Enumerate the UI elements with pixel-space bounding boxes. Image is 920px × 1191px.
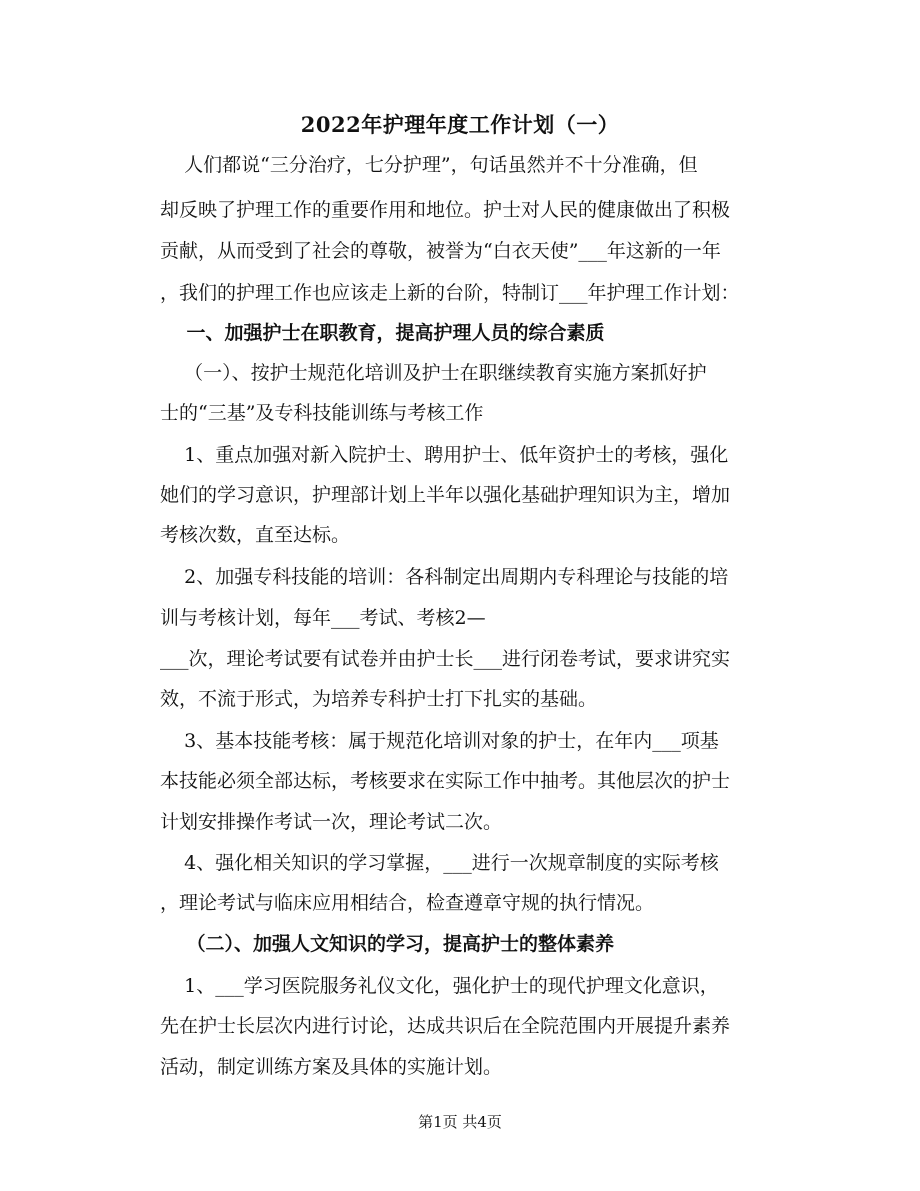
body-line: ___次，理论考试要有试卷并由护士长___进行闭卷考试，要求讲究实 — [160, 648, 731, 670]
body-line: （一）、按护士规范化培训及护士在职继续教育实施方案抓好护 — [160, 362, 707, 384]
body-line: 4、强化相关知识的学习掌握，___进行一次规章制度的实际考核 — [160, 852, 719, 874]
body-line: 2、加强专科技能的培训：各科制定出周期内专科理论与技能的培 — [160, 566, 729, 588]
body-line: 1、重点加强对新入院护士、聘用护士、低年资护士的考核，强化 — [160, 444, 729, 466]
body-line: 本技能必须全部达标，考核要求在实际工作中抽考。其他层次的护士 — [160, 770, 731, 792]
body-line: 效，不流于形式，为培养专科护士打下扎实的基础。 — [160, 688, 598, 710]
body-line: 计划安排操作考试一次，理论考试二次。 — [160, 811, 503, 833]
body-line: 却反映了护理工作的重要作用和地位。护士对人民的健康做出了积极 — [160, 199, 731, 221]
body-line: 士的“三基”及专科技能训练与考核工作 — [160, 402, 484, 424]
body-line: 她们的学习意识，护理部计划上半年以强化基础护理知识为主，增加 — [160, 484, 731, 506]
body-line: 人们都说“三分治疗，七分护理”，句话虽然并不十分准确，但 — [160, 154, 698, 176]
section-heading: （二）、加强人文知识的学习，提高护士的整体素养 — [160, 933, 614, 955]
section-heading: 一、加强护士在职教育，提高护理人员的综合素质 — [160, 322, 605, 344]
body-line: 贡献，从而受到了社会的尊敬，被誉为“白衣天使”___年这新的一年 — [160, 240, 721, 262]
body-line: 考核次数，直至达标。 — [160, 524, 351, 546]
document-title: 2022年护理年度工作计划（一） — [300, 112, 620, 137]
body-line: 训与考核计划，每年___考试、考核2— — [160, 607, 486, 629]
body-line: ，我们的护理工作也应该走上新的台阶，特制订___年护理工作计划： — [160, 282, 740, 304]
page-number: 第1页 共4页 — [418, 1113, 502, 1131]
body-line: 3、基本技能考核：属于规范化培训对象的护士，在年内___项基 — [160, 730, 719, 752]
body-line: ，理论考试与临床应用相结合，检查遵章守规的执行情况。 — [160, 892, 655, 914]
body-line: 1、___学习医院服务礼仪文化，强化护士的现代护理文化意识， — [160, 975, 719, 997]
body-line: 活动，制定训练方案及具体的实施计划。 — [160, 1056, 503, 1078]
body-line: 先在护士长层次内进行讨论，达成共识后在全院范围内开展提升素养 — [160, 1015, 731, 1037]
